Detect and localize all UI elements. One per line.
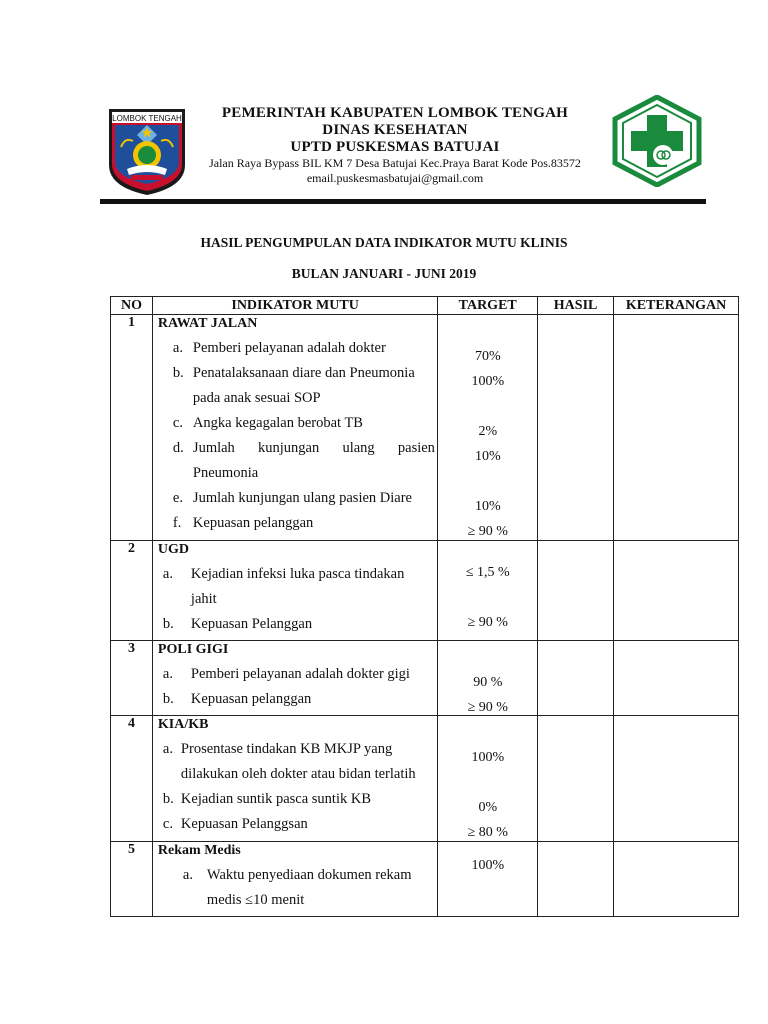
indicator-cell — [152, 315, 437, 541]
list-item-continuation: dilakukan oleh dokter atau bidan terlatih — [180, 766, 416, 782]
list-item: a. Pemberi pelayanan adalah dokter — [172, 340, 386, 356]
target-value: ≥ 90 % — [467, 700, 508, 715]
target-value: 2% — [478, 424, 498, 439]
col-header-result: HASIL — [538, 297, 614, 315]
list-item: a. Kejadian infeksi luka pasca tindakan — [162, 566, 405, 582]
table-header-row — [111, 297, 739, 315]
section-name: UGD — [157, 542, 190, 557]
list-item: c. Kepuasan Pelanggsan — [162, 816, 308, 832]
list-item: c. Angka kegagalan berobat TB — [172, 415, 363, 431]
section-number: 1 — [111, 315, 153, 541]
letterhead-divider — [100, 199, 706, 204]
result-cell — [538, 641, 614, 716]
list-item-continuation: Pneumonia — [192, 465, 259, 481]
table-row-section-4 — [111, 716, 739, 842]
col-header-indicator: INDIKATOR MUTU — [152, 297, 437, 315]
list-item: e. Jumlah kunjungan ulang pasien Diare — [172, 490, 412, 506]
list-item: b. Kepuasan pelanggan — [162, 691, 312, 707]
section-number: 2 — [111, 541, 153, 641]
target-cell — [438, 541, 538, 641]
remarks-cell — [614, 541, 739, 641]
section-number: 4 — [111, 716, 153, 842]
puskesmas-logo — [611, 95, 703, 187]
target-value: 90 % — [473, 675, 503, 690]
remarks-cell — [614, 716, 739, 842]
header-department-line: DINAS KESEHATAN — [322, 122, 468, 138]
list-item: f. Kepuasan pelanggan — [172, 515, 314, 531]
table-row-section-1 — [111, 315, 739, 541]
list-item: b. Kejadian suntik pasca suntik KB — [162, 791, 372, 807]
document-subtitle: BULAN JANUARI - JUNI 2019 — [291, 266, 477, 281]
target-value: 10% — [474, 499, 501, 514]
indicator-cell — [152, 716, 437, 842]
target-value: 100% — [471, 858, 505, 873]
header-address: Jalan Raya Bypass BIL KM 7 Desa Batujai Kec.Praya Barat Kode Pos.83572 — [209, 156, 581, 170]
target-value: ≥ 80 % — [467, 825, 508, 840]
table-row-section-5 — [111, 842, 739, 917]
section-number: 5 — [111, 842, 153, 917]
result-cell — [538, 541, 614, 641]
list-item: a. Prosentase tindakan KB MKJP yang — [162, 741, 393, 757]
target-cell — [438, 315, 538, 541]
target-value: ≥ 90 % — [467, 615, 508, 630]
list-item: b. Penatalaksanaan diare dan Pneumonia — [172, 365, 415, 381]
header-email: email.puskesmasbatujai@gmail.com — [306, 171, 484, 185]
list-item-continuation: jahit — [190, 591, 217, 607]
target-value: 10% — [474, 449, 501, 464]
section-name: Rekam Medis — [157, 843, 241, 858]
list-item: d. Jumlah kunjungan ulang pasien — [172, 440, 435, 456]
result-cell — [538, 315, 614, 541]
col-header-target: TARGET — [438, 297, 538, 315]
list-item-continuation: pada anak sesuai SOP — [192, 390, 321, 406]
list-item-continuation: medis ≤10 menit — [206, 892, 305, 908]
target-cell — [438, 842, 538, 917]
target-value: ≥ 90 % — [467, 524, 508, 539]
table-row-section-3 — [111, 641, 739, 716]
remarks-cell — [614, 842, 739, 917]
col-header-no: NO — [111, 297, 153, 315]
remarks-cell — [614, 315, 739, 541]
target-value: 70% — [474, 349, 501, 364]
target-value: 100% — [471, 374, 505, 389]
result-cell — [538, 842, 614, 917]
target-value: 100% — [471, 750, 505, 765]
lombok-tengah-crest-logo — [107, 107, 187, 197]
col-header-remarks: KETERANGAN — [614, 297, 739, 315]
target-value: 0% — [478, 800, 498, 815]
target-cell — [438, 641, 538, 716]
table-row-section-2 — [111, 541, 739, 641]
list-item: a. Pemberi pelayanan adalah dokter gigi — [162, 666, 410, 682]
target-value: ≤ 1,5 % — [465, 565, 510, 580]
result-cell — [538, 716, 614, 842]
header-government-line: PEMERINTAH KABUPATEN LOMBOK TENGAH — [221, 105, 569, 121]
list-item: a. Waktu penyediaan dokumen rekam — [182, 867, 412, 883]
remarks-cell — [614, 641, 739, 716]
section-number: 3 — [111, 641, 153, 716]
section-name: KIA/KB — [157, 717, 209, 732]
crest-caption: LOMBOK TENGAH — [112, 114, 182, 123]
header-puskesmas-line: UPTD PUSKESMAS BATUJAI — [290, 139, 500, 155]
target-cell — [438, 716, 538, 842]
section-name: POLI GIGI — [157, 642, 229, 657]
indicator-table — [110, 296, 739, 917]
list-item: b. Kepuasan Pelanggan — [162, 616, 313, 632]
indicator-cell — [152, 641, 437, 716]
indicator-cell — [152, 842, 437, 917]
indicator-cell — [152, 541, 437, 641]
section-name: RAWAT JALAN — [157, 316, 258, 331]
document-title: HASIL PENGUMPULAN DATA INDIKATOR MUTU KLINIS — [200, 235, 568, 250]
